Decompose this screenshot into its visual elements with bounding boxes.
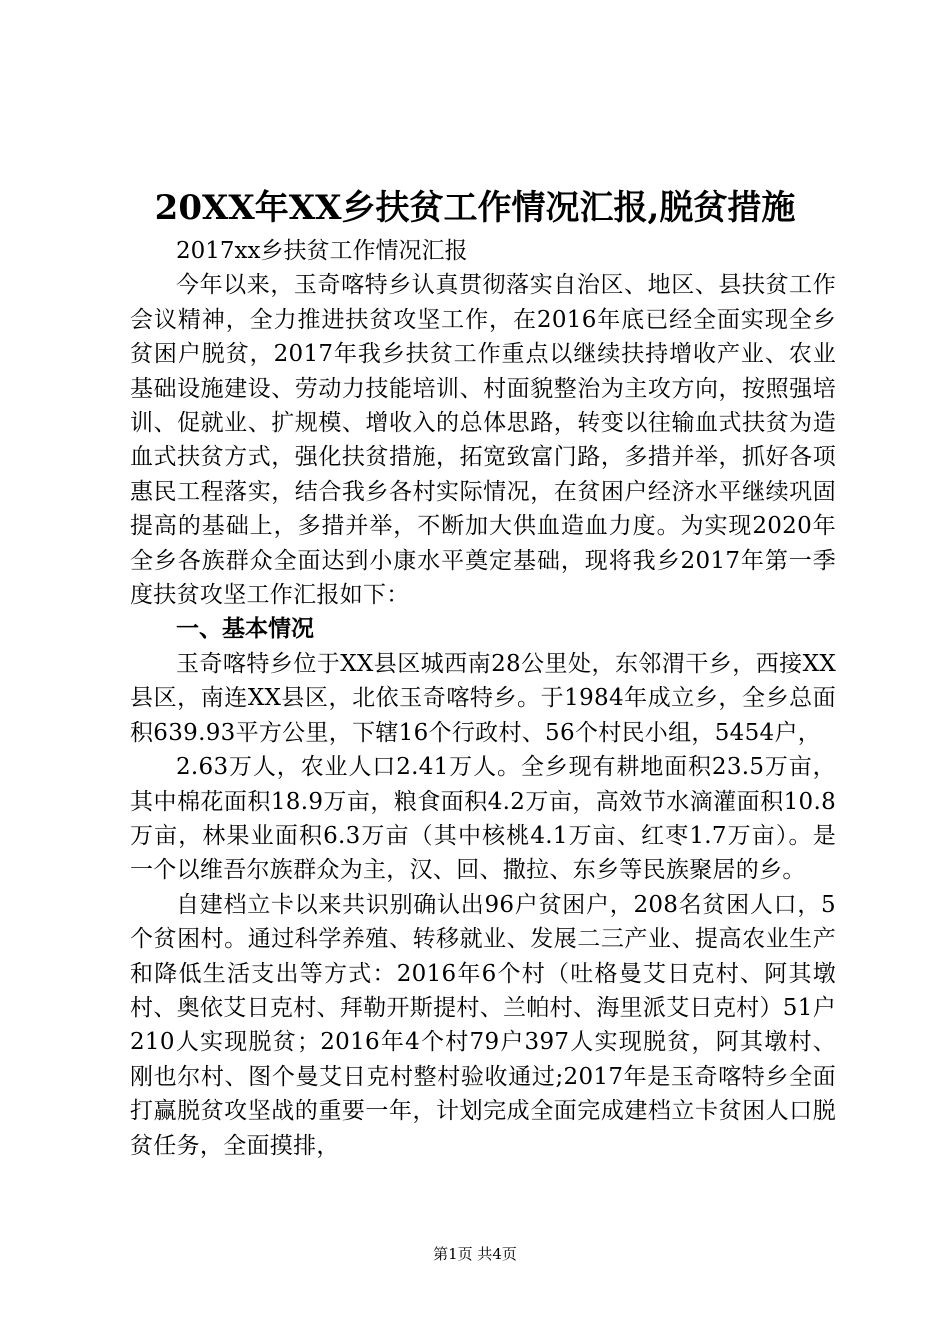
paragraph-poverty: 自建档立卡以来共识别确认出96户贫困户，208名贫困人口，5个贫困村。通过科学养殖、转移就业、发展二三产业、提高农业生产和降低生活支出等方式：2016年6个村（吐格曼艾日克村、阿其墩村、奥依艾日克村、拜勒开斯提村、兰帕村、海里派艾日克村）51户210人实现脱贫；2016年4个村79户397人实现脱贫，阿其墩村、刚也尔村、图个曼艾日克村整村验收通过;2017年是玉奇喀特乡全面打赢脱贫攻坚战的重要一年，计划完成全面完成建档立卡贫困人口脱贫任务，全面摸排，	[130, 891, 836, 1159]
paragraph-population: 2.63万人，农业人口2.41万人。全乡现有耕地面积23.5万亩，其中棉花面积18.9万亩，粮食面积4.2万亩，高效节水滴灌面积10.8万亩，林果业面积6.3万亩（其中核桃4.1万亩、红枣1.7万亩）。是一个以维吾尔族群众为主，汉、回、撒拉、东乡等民族聚居的乡。	[130, 754, 836, 884]
document-subtitle: 2017xx乡扶贫工作情况汇报	[176, 238, 468, 264]
paragraph-location: 玉奇喀特乡位于XX县区城西南28公里处，东邻渭干乡，西接XX县区，南连XX县区，北依玉奇喀特乡。于1984年成立乡，全乡总面积639.93平方公里，下辖16个行政村、56个村民小组，5454户，	[130, 650, 836, 746]
document-title: 20XX年XX乡扶贫工作情况汇报,脱贫措施	[154, 188, 796, 228]
document-body	[130, 234, 836, 1163]
paragraph-intro: 今年以来，玉奇喀特乡认真贯彻落实自治区、地区、县扶贫工作会议精神，全力推进扶贫攻坚工作，在2016年底已经全面实现全乡贫困户脱贫，2017年我乡扶贫工作重点以继续扶持增收产业、农业基础设施建设、劳动力技能培训、村面貌整治为主攻方向，按照强培训、促就业、扩规模、增收入的总体思路，转变以往输血式扶贫为造血式扶贫方式，强化扶贫措施，拓宽致富门路，多措并举，抓好各项惠民工程落实，结合我乡各村实际情况，在贫困户经济水平继续巩固提高的基础上，多措并举，不断加大供血造血力度。为实现2020年全乡各族群众全面达到小康水平奠定基础，现将我乡2017年第一季度扶贫攻坚工作汇报如下：	[130, 272, 836, 609]
section-heading: 一、基本情况	[176, 616, 314, 643]
page-footer: 第1页 共4页	[433, 1245, 517, 1263]
